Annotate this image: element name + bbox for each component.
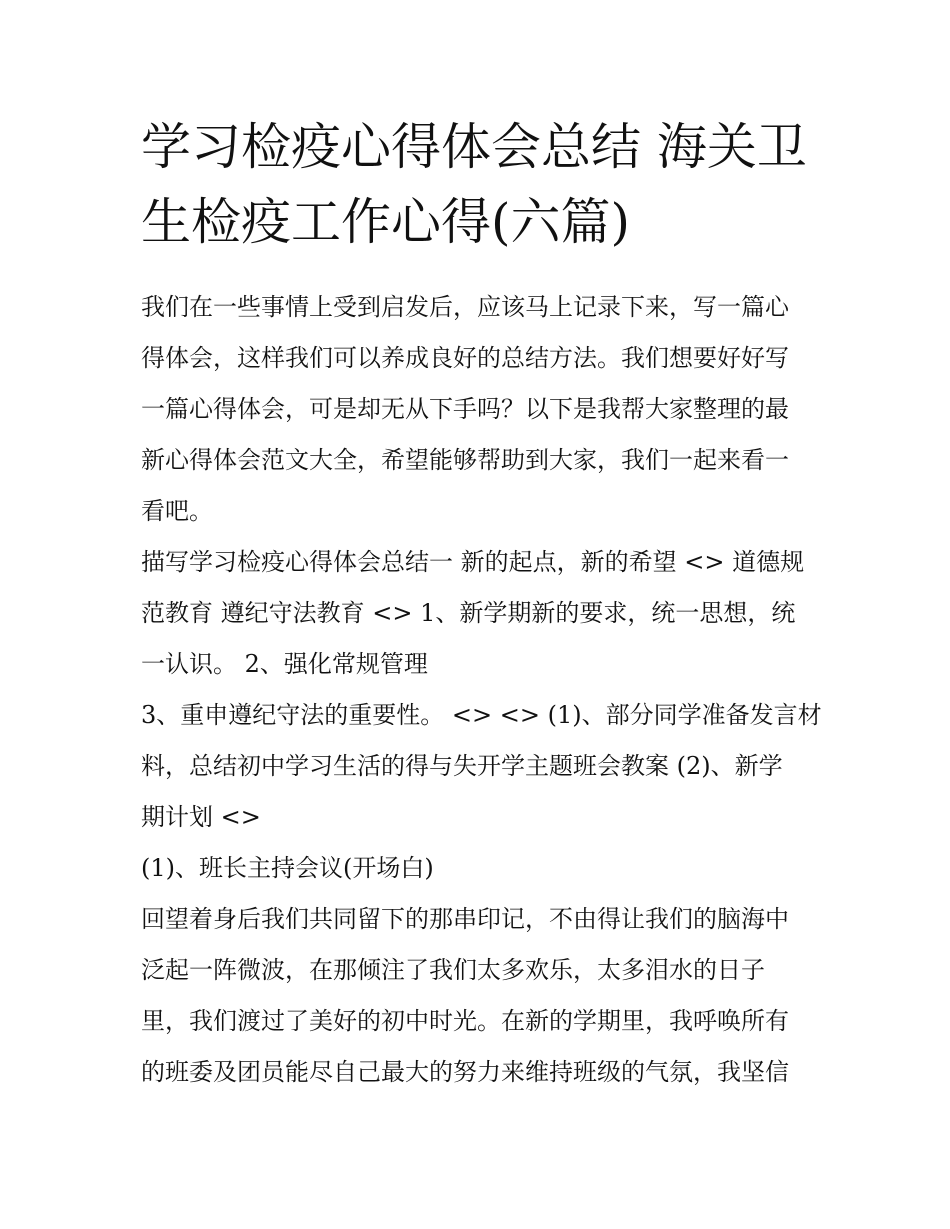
text-line: 料，总结初中学习生活的得与失开学主题班会教案 (2)、新学 bbox=[141, 752, 783, 780]
text-line: 回望着身后我们共同留下的那串印记，不由得让我们的脑海中 bbox=[141, 905, 789, 933]
text-line: 范教育 遵纪守法教育 <> 1、新学期新的要求，统一思想，统 bbox=[141, 599, 796, 627]
title-line: 生检疫工作心得(六篇) bbox=[141, 193, 631, 251]
document-title bbox=[141, 110, 821, 260]
text-line: 新心得体会范文大全，希望能够帮助到大家，我们一起来看一 bbox=[141, 446, 789, 474]
text-line: (1)、班长主持会议(开场白) bbox=[141, 854, 434, 882]
text-line: 一认识。 2、强化常规管理 bbox=[141, 650, 428, 678]
text-line: 描写学习检疫心得体会总结一 新的起点，新的希望 <> 道德规 bbox=[141, 548, 805, 576]
paragraph-intro bbox=[141, 282, 821, 537]
text-line: 我们在一些事情上受到启发后，应该马上记录下来，写一篇心 bbox=[141, 293, 789, 321]
document-body bbox=[141, 282, 821, 1098]
text-line: 得体会，这样我们可以养成良好的总结方法。我们想要好好写 bbox=[141, 344, 789, 372]
paragraph-reflection bbox=[141, 894, 821, 1098]
text-line: 3、重申遵纪守法的重要性。 <> <> (1)、部分同学准备发言材 bbox=[141, 701, 822, 729]
text-line: 泛起一阵微波，在那倾注了我们太多欢乐，太多泪水的日子 bbox=[141, 956, 765, 984]
paragraph-point-three bbox=[141, 690, 821, 843]
text-line: 看吧。 bbox=[141, 497, 213, 525]
title-line: 学习检疫心得体会总结 海关卫 bbox=[141, 118, 807, 176]
paragraph-section-one bbox=[141, 537, 821, 690]
text-line: 期计划 <> bbox=[141, 803, 261, 831]
document-content bbox=[141, 110, 821, 1098]
text-line: 的班委及团员能尽自己最大的努力来维持班级的气氛，我坚信 bbox=[141, 1058, 789, 1086]
text-line: 里，我们渡过了美好的初中时光。在新的学期里，我呼唤所有 bbox=[141, 1007, 789, 1035]
paragraph-monitor-opening bbox=[141, 843, 821, 894]
text-line: 一篇心得体会，可是却无从下手吗？以下是我帮大家整理的最 bbox=[141, 395, 789, 423]
